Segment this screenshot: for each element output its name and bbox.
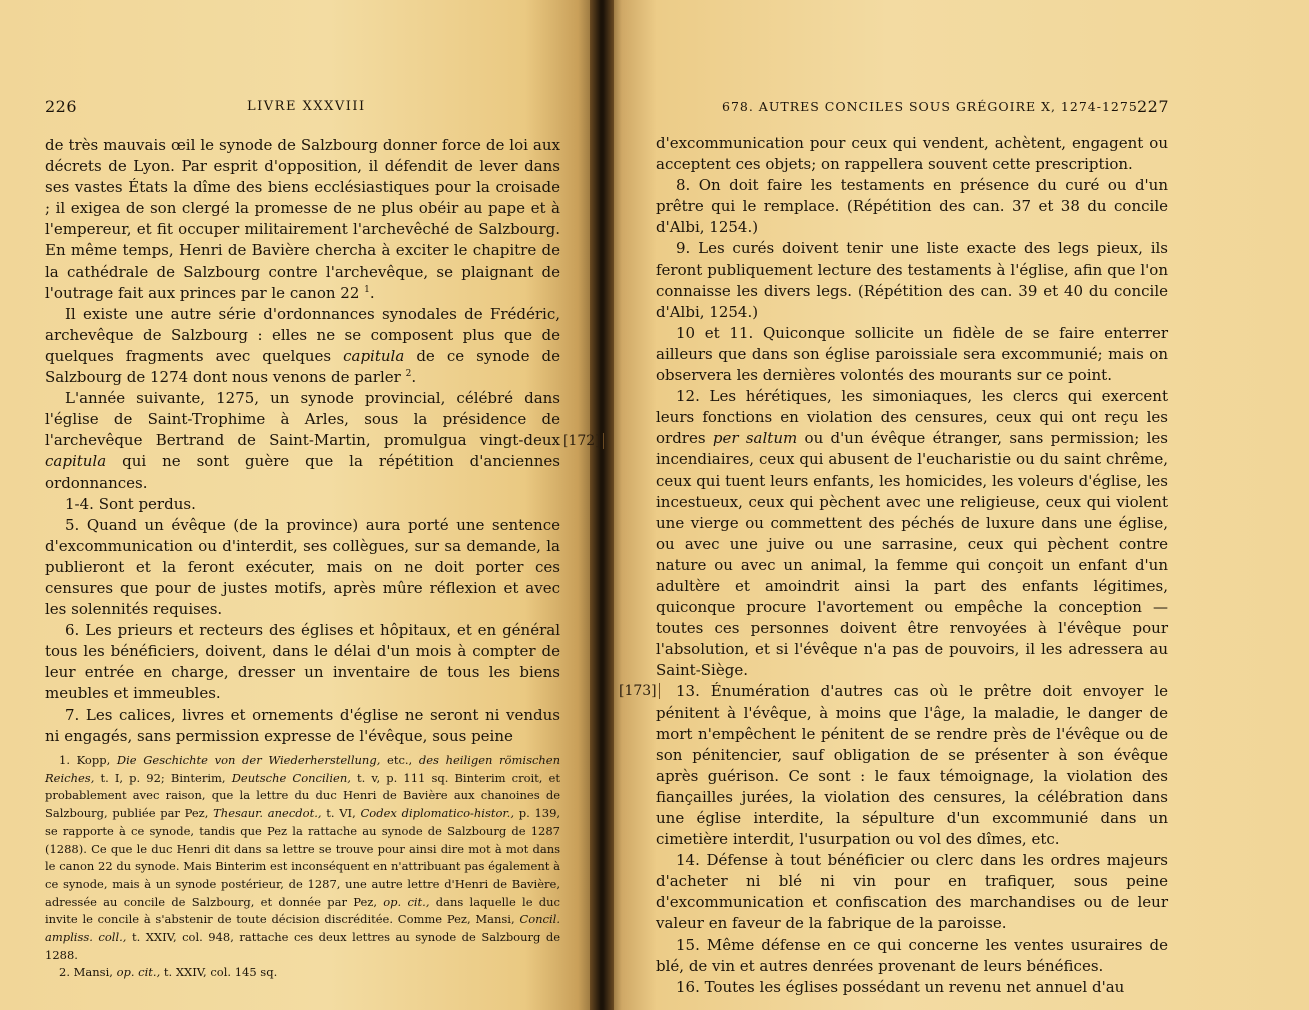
paragraph: 13. Énumération d'autres cas où le prêtre doit envoyer le pénitent à l'évêque, à moins que l'âge, la maladie, le danger de mort n'empêchent le pénitent de se rendre près de l'évêque ou de son pénitencier, sauf obligation de se présenter à son évêque après guérison. Ce sont : le faux témoignage, la violation des fiançailles jurées, la violation des censures, la célébration dans une église interdite, la sépulture d'un excommunié dans un cimetière interdit, l'usurpation ou vol des dîmes, etc. xyxy=(656,682,1168,849)
left-running-title: LIVRE XXXVIII xyxy=(247,99,366,114)
left-body-text xyxy=(45,135,560,747)
book-gutter xyxy=(590,0,614,1010)
paragraph: 12. Les hérétiques, les simoniaques, les clercs qui exercent leurs fonctions en violation des censures, ceux qui ont reçu les ordres per saltum ou d'un évêque étranger, sans permission; les incendiaires, ceux qui abusent de l'eucharistie ou du saint chrême, ceux qui tuent leurs enfants, les homicides, les voleurs d'église, les incestueux, ceux qui pèchent avec une religieuse, ceux qui violent une vierge ou commettent des péchés de luxure dans une église, ou avec une juive ou une sarrasine, ceux qui pèchent contre nature ou avec un animal, la femme qui conçoit un enfant d'un adultère et amoindrit ainsi la part des enfants légitimes, quiconque procure l'avortement ou empêche la conception — toutes ces personnes doivent être renvoyées à l'évêque pour l'absolution, et si l'évêque n'a pas de pouvoirs, il les adressera au Saint-Siège. xyxy=(656,387,1168,680)
paragraph: 15. Même défense en ce qui concerne les ventes usuraires de blé, de vin et autres denrées provenant de leurs bénéfices. xyxy=(656,935,1168,975)
paragraph: 14. Défense à tout bénéficier ou clerc dans les ordres majeurs d'acheter ni blé ni vin pour en trafiquer, sous peine d'excommunication et confiscation des marchandises ou de leur valeur en faveur de la fabrique de la paroisse. xyxy=(656,851,1168,933)
paragraph: d'excommunication pour ceux qui vendent, achètent, engagent ou acceptent ces objets; on rappellera souvent cette prescription. xyxy=(656,134,1168,174)
paragraph: 16. Toutes les églises possédant un revenu net annuel d'au xyxy=(676,977,1125,996)
paragraph: 6. Les prieurs et recteurs des églises et hôpitaux, et en général tous les bénéficiers, doivent, dans le délai d'un mois à compter de leur entrée en charge, dresser un inventaire de tous les biens meubles et immeubles. xyxy=(45,621,560,703)
paragraph: L'année suivante, 1275, un synode provincial, célébré dans l'église de Saint-Trophime à Arles, sous la présidence de l'archevêque Bertrand de Saint-Martin, promulgua vingt-deux capitula qui ne sont guère que la répétition d'anciennes ordonnances. xyxy=(45,389,560,492)
paragraph: de très mauvais œil le synode de Salzbourg donner force de loi aux décrets de Lyon. Par esprit d'opposition, il défendit de lever dans ses vastes États la dîme des biens ecclésiastiques pour la croisade ; il exigea de son clergé la promesse de ne plus obéir au pape et à l'empereur, et fit occuper militairement l'archevêché de Salzbourg. En même temps, Henri de Bavière chercha à exciter le chapitre de la cathédrale de Salzbourg contre l'archevêque, se plaignant de l'outrage fait aux princes par le canon 22 $^1$. xyxy=(45,136,560,302)
left-footnotes xyxy=(45,752,560,982)
left-page-number: 226 xyxy=(45,97,78,116)
paragraph: 8. On doit faire les testaments en présence du curé ou d'un prêtre qui le remplace. (Répétition des can. 37 et 38 du concile d'Albi, 1254.) xyxy=(656,176,1168,237)
paragraph: 10 et 11. Quiconque sollicite un fidèle de se faire enterrer ailleurs que dans son église paroissiale sera excommunié; mais on observera les dernières volontés des mourants sur ce point. xyxy=(656,323,1168,385)
footnote-ref: 2 xyxy=(405,369,412,380)
paragraph: Il existe une autre série d'ordonnances synodales de Frédéric, archevêque de Salzbourg : elles ne se composent plus que de quelques fragments avec quelques capitula de ce synode de Salzbourg de 1274 dont nous venons de parler $^2$. xyxy=(45,304,560,387)
paragraph: 7. Les calices, livres et ornements d'église ne seront ni vendus ni engagés, sans permission expresse de l'évêque, sous peine xyxy=(45,705,560,745)
footnote-1: 1. Kopp, Die Geschichte von der Wiederherstellung, etc., des heiligen römischen Reiches, t. I, p. 92; Binterim, Deutsche Concilien, t. v, p. 111 sq. Binterim croit, et probablement avec raison, que la lettre du duc Henri de Bavière aux chanoines de Salzbourg, publiée par Pez, Thesaur. anecdot., t. VI, Codex diplomatico-histor., p. 139, se rapporte à ce synode, tandis que Pez la rattache au synode de Salzbourg de 1287 (1288). Ce que le duc Henri dit dans sa lettre se trouve pour ainsi dire mot à mot dans le canon 22 du synode. Mais Binterim est inconséquent en n'attribuant pas également à ce synode, mais à un synode postérieur, de 1287, une autre lettre d'Henri de Bavière, adressée au concile de Salzbourg, et donnée par Pez, op. cit., dans laquelle le duc invite le concile à s'abstenir de toute décision discréditée. Comme Pez, Mansi, Concil. ampliss. coll., t. XXIV, col. 948, rattache ces deux lettres au synode de Salzbourg de 1288. xyxy=(45,753,561,962)
paragraph: 5. Quand un évêque (de la province) aura porté une sentence d'excommunication ou d'interdit, ses collègues, sur sa demande, la publieront et la feront exécuter, mais on ne doit porter ces censures que pour de justes motifs, après mûre réflexion et avec les solennités requises. xyxy=(45,515,560,619)
paragraph: 9. Les curés doivent tenir une liste exacte des legs pieux, ils feront publiquement lecture des testaments à l'église, afin que l'on connaisse les divers legs. (Répétition des can. 39 et 40 du concile d'Albi, 1254.) xyxy=(656,239,1168,321)
footnote-ref: 1 xyxy=(364,284,370,295)
footnote-2: 2. Mansi, op. cit., t. XXIV, col. 145 sq. xyxy=(59,965,278,980)
right-body-text xyxy=(656,133,1168,998)
paragraph: 1-4. Sont perdus. xyxy=(65,494,196,513)
right-running-title: 678. AUTRES CONCILES SOUS GRÉGOIRE X, 1274-1275 xyxy=(722,99,1138,114)
right-margin-reference: [173] xyxy=(619,683,660,699)
left-margin-reference: [172] xyxy=(563,433,604,449)
right-page-number: 227 xyxy=(1136,97,1169,116)
